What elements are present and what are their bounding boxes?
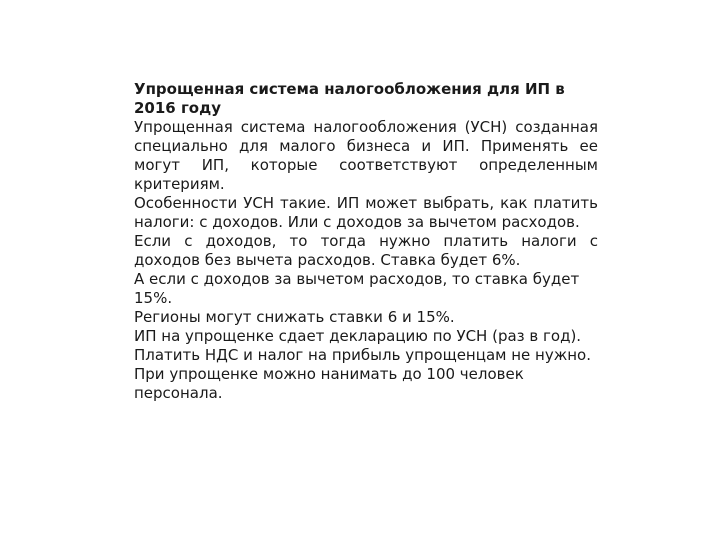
paragraph-regional-rates: Регионы могут снижать ставки 6 и 15%. [134, 308, 455, 326]
document-title: Упрощенная система налогообложения для ИП в 2016 году [134, 80, 565, 117]
paragraph-declaration: ИП на упрощенке сдает декларацию по УСН (раз в год). [134, 327, 582, 345]
document-body [134, 80, 598, 403]
paragraph-usn-features: Особенности УСН такие. ИП может выбрать, как платить налоги: с доходов. Или с доходов за вычетом расходов. [134, 194, 598, 231]
paragraph-usn-intro: Упрощенная система налогообложения (УСН) созданная специально для малого бизнеса и ИП. Применять ее могут ИП, которые соответствуют определенным критериям. [134, 118, 598, 193]
paragraph-income-rate: Если с доходов, то тогда нужно платить налоги с доходов без вычета расходов. Ставка будет 6%. [134, 232, 598, 269]
paragraph-income-minus-expenses-rate: А если с доходов за вычетом расходов, то ставка будет 15%. [134, 270, 580, 307]
paragraph-vat-profit-tax: Платить НДС и налог на прибыль упрощенцам не нужно. [134, 346, 591, 364]
paragraph-staff-limit: При упрощенке можно нанимать до 100 человек персонала. [134, 365, 524, 402]
